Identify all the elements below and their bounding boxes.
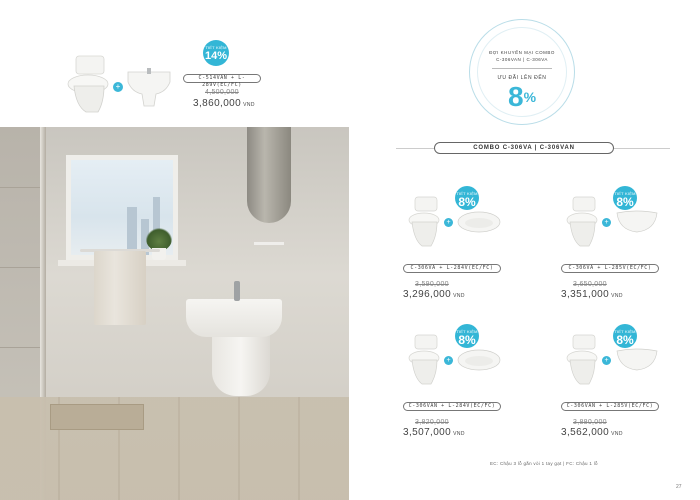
washbasin-icon — [615, 348, 659, 372]
savings-badge — [613, 186, 637, 210]
toilet-icon — [407, 196, 443, 248]
new-price-value: 3,507,000 — [403, 427, 452, 438]
towel — [94, 251, 146, 325]
shelf — [254, 242, 284, 245]
savings-value: 8% — [458, 195, 476, 209]
promo-percent-value: 8 — [507, 81, 524, 112]
product-code: C-514VAN + L-289V(EC/FC) — [183, 74, 261, 83]
washbasin-icon — [615, 210, 659, 234]
footnote: EC: Chậu 3 lỗ gắn vòi 1 tay gạt | FC: Chậu 1 lỗ — [490, 461, 598, 466]
savings-value: 14% — [204, 50, 228, 62]
toilet-icon — [565, 334, 601, 386]
plus-icon: + — [602, 218, 611, 227]
savings-value: 8% — [616, 333, 634, 347]
faucet — [234, 281, 240, 301]
tile-line — [0, 347, 44, 348]
savings-badge — [455, 324, 479, 348]
new-price-value: 3,860,000 — [193, 98, 242, 109]
savings-badge — [203, 40, 229, 66]
toilet-icon — [565, 196, 601, 248]
currency: VND — [243, 102, 255, 108]
promo-offer: ƯU ĐÃI LÊN ĐẾN — [497, 75, 547, 81]
plus-icon: + — [444, 218, 453, 227]
savings-label: TIẾT KIỆM — [205, 45, 227, 50]
promo-percent-sign: % — [523, 89, 537, 105]
pedestal — [212, 332, 270, 396]
washbasin-icon — [457, 348, 501, 372]
tile-line — [0, 187, 44, 188]
promo-models: C-306VAN | C-306VA — [496, 57, 548, 62]
currency: VND — [453, 293, 465, 299]
product-code: C-306VA + L-284V(EC/FC) — [403, 264, 501, 273]
new-price — [561, 427, 623, 438]
product-code: C-306VAN + L-284V(EC/FC) — [403, 402, 501, 411]
old-price: 3,820,000 — [415, 419, 449, 426]
building — [127, 207, 137, 255]
toilet-icon — [407, 334, 443, 386]
product-card — [403, 186, 523, 306]
product-card — [403, 324, 523, 444]
page-number: 27 — [676, 484, 682, 490]
product-card — [561, 324, 681, 444]
washbasin-icon — [126, 68, 172, 108]
washbasin-icon — [457, 210, 501, 234]
promo-title: ĐỢI KHUYẾN MẠI COMBO — [489, 50, 555, 55]
new-price — [193, 98, 255, 109]
old-price: 3,650,000 — [573, 281, 607, 288]
old-price: 4,500,000 — [205, 89, 239, 96]
new-price — [403, 427, 465, 438]
plus-icon: + — [113, 82, 123, 92]
promo-divider — [492, 68, 552, 69]
promo-percent — [470, 82, 574, 112]
bath-mat — [50, 404, 144, 430]
plus-icon: + — [602, 356, 611, 365]
currency: VND — [611, 431, 623, 437]
new-price-value: 3,562,000 — [561, 427, 610, 438]
combo-title: COMBO C-306VA | C-306VAN — [434, 142, 614, 154]
old-price: 3,880,000 — [573, 419, 607, 426]
bathroom-photo — [0, 127, 349, 500]
savings-label: TIẾT KIỆM — [614, 329, 636, 334]
product-card — [561, 186, 681, 306]
savings-badge — [613, 324, 637, 348]
new-price-value: 3,296,000 — [403, 289, 452, 300]
product-code: C-306VAN + L-285V(EC/FC) — [561, 402, 659, 411]
new-price-value: 3,351,000 — [561, 289, 610, 300]
mirror — [247, 127, 291, 223]
toilet-icon — [66, 54, 114, 116]
savings-value: 8% — [458, 333, 476, 347]
savings-label: TIẾT KIỆM — [456, 191, 478, 196]
tile-line — [0, 267, 44, 268]
currency: VND — [611, 293, 623, 299]
plus-icon: + — [444, 356, 453, 365]
new-price — [403, 289, 465, 300]
savings-label: TIẾT KIỆM — [456, 329, 478, 334]
currency: VND — [453, 431, 465, 437]
top-combo — [60, 40, 360, 120]
product-code: C-306VA + L-285V(EC/FC) — [561, 264, 659, 273]
new-price — [561, 289, 623, 300]
savings-badge — [455, 186, 479, 210]
old-price: 3,590,000 — [415, 281, 449, 288]
savings-label: TIẾT KIỆM — [614, 191, 636, 196]
savings-value: 8% — [616, 195, 634, 209]
basin — [186, 299, 282, 337]
